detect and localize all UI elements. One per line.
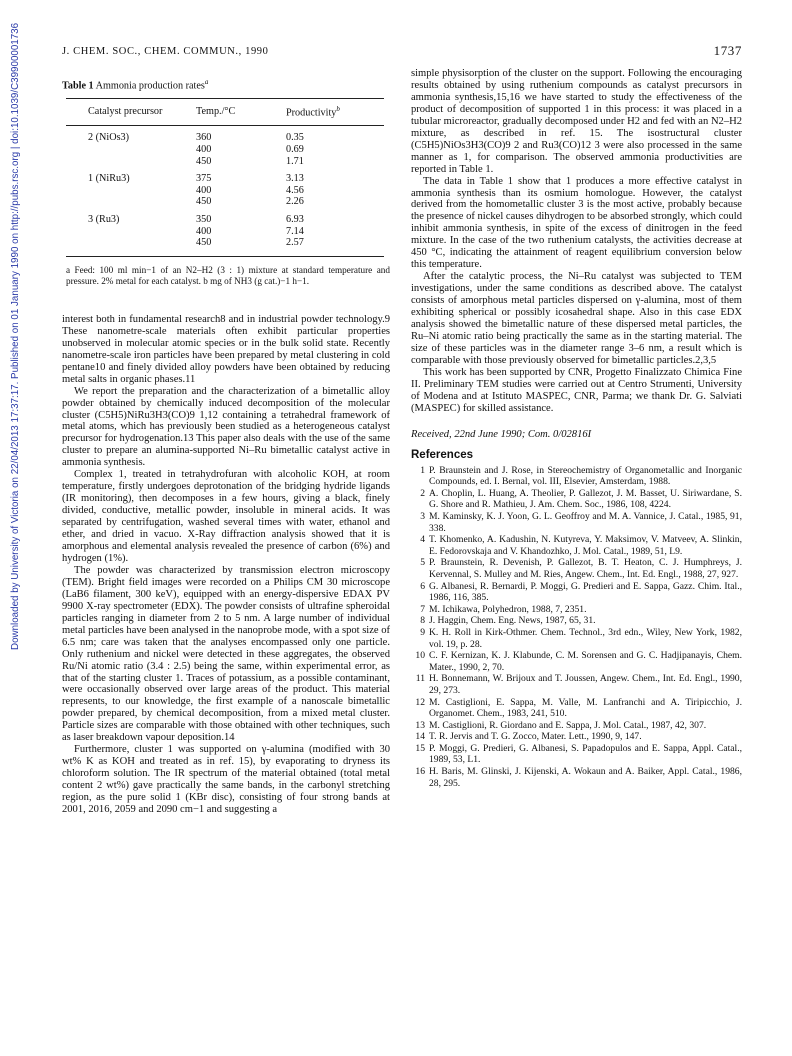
table-caption-text: Ammonia production rates [93,80,205,92]
cell-productivity: 0.35 [286,132,304,144]
right-body-text [411,68,742,415]
reference-item [411,604,742,616]
reference-item [411,557,742,580]
table-caption [62,76,390,92]
reference-number: 1 [420,464,425,476]
body-paragraph: We report the preparation and the characterization of a bimetallic alloy powder obtained by chemically induced decomposition of the molecular cluster (C5H5)NiRu3H3(CO)9 1,12 containing a tetrahedral framework of metal atoms, which has previously been studied as a heterogeneous catalyst precursor for hydrogenation.13 This paper also deals with the use of the same cluster to prepare an alumina-supported Ni–Ru bimetallic catalyst active in ammonia synthesis. [62,385,390,469]
table-row [66,208,384,226]
table-row [66,167,384,185]
productivity-mark: b [336,105,340,114]
cell-temp: 400 [196,143,212,155]
cell-productivity: 3.13 [286,173,304,185]
table-row [66,237,384,256]
cell-temp: 400 [196,225,212,237]
cell-temp: 450 [196,196,212,208]
reference-item [411,766,742,789]
reference-number: 10 [415,650,425,662]
reference-text: P. Braunstein and J. Rose, in Stereochemistry of Organometallic and Inorganic Compounds, ed. I. Bernal, vol. III, Elsevier, Amsterdam, 1988. [429,464,742,488]
reference-item [411,511,742,534]
table-label: Table 1 [62,80,94,92]
reference-item [411,731,742,743]
cell-catalyst: 1 (NiRu3) [88,173,130,185]
cell-productivity: 2.57 [286,237,384,256]
cell-productivity: 6.93 [286,213,304,225]
received-line: Received, 22nd June 1990; Com. 0/02816I [411,428,592,440]
table-caption-mark: a [204,78,209,86]
reference-item [411,581,742,604]
cell-catalyst: 3 (Ru3) [88,213,120,225]
table-row [66,196,384,208]
reference-number: 4 [420,534,425,546]
reference-number: 2 [420,487,425,499]
cell-productivity: 2.26 [286,196,304,208]
reference-text: M. Ichikawa, Polyhedron, 1988, 7, 2351. [429,603,587,615]
sidebar-text[interactable]: Downloaded by University of Victoria on 22/04/2013 17:37:17. Published on 01 January 1990 on http://pubs.rsc.org | doi:10.1039/C39900001736 [10,22,21,650]
reference-text: J. Haggin, Chem. Eng. News, 1987, 65, 31. [429,615,596,627]
reference-number: 13 [415,719,425,731]
reference-number: 12 [415,696,425,708]
download-sidebar [10,0,22,1056]
reference-text: P. Braunstein, R. Devenish, P. Gallezot, B. T. Heaton, C. J. Humphreys, J. Kervennal, S. Mulley and M. Ries, Angew. Chem., Int. Ed. Engl., 1988, 27, 927. [429,557,742,580]
cell-catalyst: 2 (NiOs3) [88,132,130,144]
reference-number: 8 [420,615,425,627]
reference-number: 11 [415,673,425,685]
body-paragraph: simple physisorption of the cluster on the support. Following the encouraging results obtained by using ruthenium compounds as catalyst precursors in ammonia synthesis,15,16 we have started to study the effectiveness of the product of decomposition of supported 1 in this process: it was placed in a tubular microreactor, gradually decomposed under H2 and fed with an N2–H2 mixture, as described in ref. 15. The isostructural cluster (C5H5)NiOs3H3(CO)9 2 and Ru3(CO)12 3 were also processed in the same manner as 1, for comparison. The observed ammonia productivities are reported in Table 1. [411,68,742,175]
reference-number: 9 [420,626,425,638]
cell-productivity: 4.56 [286,184,304,196]
col-header-temp: Temp./°C [196,99,286,126]
reference-text: H. Baris, M. Glinski, J. Kijenski, A. Wokaun and A. Baiker, Appl. Catal., 1986, 28, 295. [429,766,742,789]
reference-item [411,673,742,696]
ammonia-table [66,98,384,256]
reference-text: T. R. Jervis and T. G. Zocco, Mater. Lett., 1990, 9, 147. [429,731,642,743]
body-paragraph: After the catalytic process, the Ni–Ru catalyst was subjected to TEM investigations, under the same conditions as described above. The catalyst consists of amorphous metal particles dispersed on γ-alumina, most of them exhibiting spherical or possibly icosahedral shape. Also in this case EDX analysis showed the bimetallic nature of these dispersed metal particles, the Ru–Ni atomic ratio being practically the same as in the starting material. The size of these particles was in the diameter range 3–6 nm, a result which is comparable with those previously observed for bimetallic particles.2,3,5 [411,271,742,366]
cell-temp: 360 [196,132,212,144]
cell-temp: 375 [196,173,212,185]
cell-temp: 450 [196,155,212,167]
cell-temp: 450 [196,237,286,256]
table-row [66,126,384,144]
reference-text: P. Moggi, G. Predieri, G. Albanesi, S. Papadopulos and E. Sappa, Appl. Catal., 1989, 53, L1. [429,742,742,766]
reference-text: T. Khomenko, A. Kadushin, N. Kutyreva, Y. Maksimov, V. Matveev, A. Slinkin, E. Fedorovskaja and V. Khandozhko, J. Mol. Catal., 1989, 51, L9. [429,534,742,557]
reference-text: K. H. Roll in Kirk-Othmer. Chem. Technol., 3rd edn., Wiley, New York, 1982, vol. 19, p. 28. [429,626,742,650]
reference-text: C. F. Kernizan, K. J. Klabunde, C. M. Sorensen and G. C. Hadjipanayis, Chem. Mater., 1990, 2, 70. [429,650,742,673]
reference-text: M. Castiglioni, R. Giordano and E. Sappa, J. Mol. Catal., 1987, 42, 307. [429,719,707,731]
running-header [62,43,742,62]
table-footnote: a Feed: 100 ml min−1 of an N2–H2 (3 : 1) mixture at standard temperature and pressure. 2% metal for each catalyst. b mg of NH3 (g cat.)−1 h−1. [66,264,390,287]
body-paragraph: Complex 1, treated in tetrahydrofuran with alcoholic KOH, at room temperature, firstly undergoes deprotonation of the bridging hydride ligands (IR monitoring), then decomposes in a few hours, giving a black, finely divided, conductive, metallic powder, insoluble in mineral acids. It was separated by centrifugation, washed several times with water, ethanol and ether, and dried in vacuo. X-Ray diffraction analysis showed that it is amorphous and elemental analysis revealed the presence of carbon (6%) and hydrogen (1%). [62,469,390,564]
body-paragraph: The powder was characterized by transmission electron microscopy (TEM). Bright field images were recorded on a Philips CM 30 microscope (LaB6 filament, 300 keV), equipped with an energy-dispersive EDAX PV 9900 X-ray spectrometer (EDX). The powder consists of ultrafine spheroidal particles ranging in diameter from 2 to 5 nm. A large number of individual metal particles have been analysed in the nanoprobe mode, with a spot size of 6.5 nm; care was taken that the analyses encompassed only one particle. Only ruthenium and nickel were detected in these aggregates, the observed Ru/Ni atomic ratio (3.4 : 2.5) being the same, within experimental error, as that of the starting cluster 1. Traces of potassium, as a possible contaminant, were occasionally observed over large areas of the product. This material represents, to our knowledge, the first example of a nanoscale bimetallic powder prepared, by chemical decomposition, from a mixed metal cluster. Particle sizes are comparable with those obtained with other techniques, such as laser breakdown vapour deposition.14 [62,564,391,744]
cell-catalyst [66,156,196,168]
reference-item [411,627,742,650]
reference-item [411,465,742,488]
cell-temp: 350 [196,213,212,225]
reference-item [411,743,742,766]
cell-productivity: 7.14 [286,225,304,237]
col-header-productivity: Productivity$^b$ [286,99,384,126]
reference-text: H. Bonnemann, W. Brijoux and T. Joussen, Angew. Chem., Int. Ed. Engl., 1990, 29, 273. [429,673,742,696]
cell-productivity: 0.69 [286,143,304,155]
table-body [66,126,384,256]
table-row [66,185,384,197]
reference-number: 3 [420,511,425,523]
reference-item [411,697,742,720]
table-header-row [66,99,384,126]
cell-catalyst [66,196,196,208]
body-paragraph: interest both in fundamental research8 and in industrial powder technology.9 These nanometre-scale materials often exhibit particular properties unobserved in molecular atomic species or in the bulk solid state. Recently nanometre-scale iron particles have been prepared by metal clustering in cold pentane10 and finely divided alloy powders have been obtained by reducing metal salts in organic phases.11 [62,313,390,385]
reference-number: 14 [415,731,425,743]
reference-text: M. Kaminsky, K. J. Yoon, G. L. Geoffroy and M. A. Vannice, J. Catal., 1985, 91, 338. [429,511,742,534]
references-heading: References [411,448,474,461]
reference-text: A. Choplin, L. Huang, A. Theolier, P. Gallezot, J. M. Basset, U. Siriwardane, S. G. Shore and R. Mathieu, J. Am. Chem. Soc., 1986, 108, 4224. [429,487,742,511]
reference-item [411,615,742,627]
body-paragraph: Furthermore, cluster 1 was supported on γ-alumina (modified with 30 wt% K as KOH and treated as in ref. 15), by evaporating to dryness its chloroform solution. The IR spectrum of the material obtained (total metal content 2 wt%) gave practically the same bands, in the carbonyl stretching region, as the pure solid 1 (KBr disc), consisting of four strong bands at 2001, 2016, 2059 and 2090 cm−1 and suggesting a [62,744,390,815]
left-column [62,68,390,816]
journal-header: J. CHEM. SOC., CHEM. COMMUN., 1990 [62,46,269,57]
reference-text: M. Castiglioni, E. Sappa, M. Valle, M. Lanfranchi and A. Tiripicchio, J. Organomet. Chem., 1983, 241, 510. [429,696,742,720]
cell-temp: 400 [196,184,212,196]
reference-number: 6 [420,580,425,592]
reference-item [411,650,742,673]
cell-catalyst [66,226,196,238]
reference-item [411,720,742,732]
page-number: 1737 [713,43,742,58]
reference-number: 16 [415,766,425,778]
table-row [66,156,384,168]
references-list [411,465,742,790]
cell-productivity: 1.71 [286,155,304,167]
reference-text: G. Albanesi, R. Bernardi, P. Moggi, G. Predieri and E. Sappa, Gazz. Chim. Ital., 1986, 116, 385. [429,580,742,604]
body-paragraph: The data in Table 1 show that 1 produces a more effective catalyst in ammonia synthesis than its osmium homologue. However, the catalyst derived from the homometallic cluster 3 is the most active, probably because the presence of nickel causes dihydrogen to be absorbed strongly, which could inhibit ammonia synthesis, in spite of the excess of dinitrogen in the feed mixture. In the case of the two ruthenium catalysts, the activities decrease at 450 °C, indicating the attainment of reagent equilibrium conversion below this temperature. [411,175,742,271]
left-body-text [62,314,390,816]
col-header-catalyst: Catalyst precursor [66,99,196,126]
table-row [66,144,384,156]
cell-catalyst [66,237,196,256]
cell-catalyst [66,144,196,156]
table-row [66,226,384,238]
reference-number: 7 [420,603,425,615]
reference-number: 5 [420,557,425,569]
right-column [411,68,742,789]
reference-item [411,534,742,557]
reference-item [411,488,742,511]
reference-number: 15 [415,742,425,754]
body-paragraph: This work has been supported by CNR, Progetto Finalizzato Chimica Fine II. Preliminary TEM studies were carried out at Centro Strumenti, University of Modena and at Istituto MASPEC, CNR, Parma; we thank Dr. G. Salviati (MASPEC) for skilled assistance. [411,366,742,414]
cell-catalyst [66,185,196,197]
